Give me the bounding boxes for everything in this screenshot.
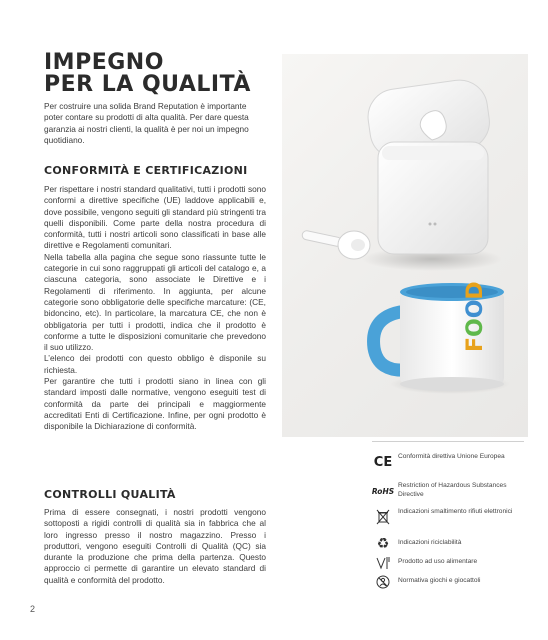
legend-item-rohs	[372, 482, 532, 506]
recycle-icon: ♻	[376, 536, 390, 552]
page-number: 2	[30, 604, 36, 614]
mug-print-text: FOOD	[463, 281, 488, 352]
not-for-children-icon	[372, 573, 394, 591]
earbuds-and-mug-illustration	[282, 54, 528, 437]
conformity-paragraph: Per rispettare i nostri standard qualitativi, tutti i prodotti sono conformi a direttive specifiche (UE) laddove applicabili e, dove possibile, vengono seguiti gli standard più stringenti tra quelli disponibili. Come parte della nostra procedura di conformità, tutti i nostri articoli sono classificati in base alle direttive e Regolamenti comunitari.	[44, 184, 266, 251]
legend-item-toys	[372, 573, 532, 597]
food-safe-icon	[372, 554, 394, 572]
legend-label: Indicazioni smaltimento rifiuti elettronici	[398, 508, 513, 515]
conformity-paragraph: L’elenco dei prodotti con questo obbligo è disponile su richiesta.	[44, 353, 266, 375]
quality-paragraph: Prima di essere consegnati, i nostri prodotti vengono sottoposti a rigidi controlli di qualità sia in fabbrica che al loro ingresso presso il nostro magazzino. Presso i produttori, vengono eseguiti Controlli di Qualità (QC) sia durante la produzione che prima della partenza. Questo approccio ci permette di garantire un elevato standard di qualità e conformità del prodotto.	[44, 507, 266, 585]
product-photo	[282, 54, 528, 437]
conformity-body	[44, 184, 266, 433]
legend-label: Normativa giochi e giocattoli	[398, 577, 481, 584]
legend-item-weee	[372, 508, 532, 532]
loose-earbud	[301, 230, 370, 259]
intro-paragraph: Per costruire una solida Brand Reputation è importante poter contare su prodotti di alta qualità. Per dare questa garanzia ai nostri clienti, la qualità è per noi un impegno quotidiano.	[44, 101, 249, 145]
legend-label: Indicazioni riciclabilità	[398, 539, 462, 546]
legend-divider	[372, 441, 524, 442]
title-line-1: IMPEGNO	[44, 50, 164, 75]
rohs-icon: RoHS	[371, 486, 395, 496]
quality-body	[44, 507, 266, 586]
legend-item-ce	[372, 453, 532, 477]
mug-print	[463, 281, 488, 352]
legend-label: Prodotto ad uso alimentare	[398, 558, 478, 565]
legend-label: Restriction of Hazardous Substances Directive	[398, 482, 507, 498]
crossed-bin-icon	[372, 508, 394, 526]
ce-mark-icon: CE	[373, 454, 393, 470]
page-title	[44, 52, 274, 96]
conformity-heading: CONFORMITÀ E CERTIFICAZIONI	[44, 164, 248, 177]
quality-heading: CONTROLLI QUALITÀ	[44, 488, 176, 501]
conformity-paragraph: Nella tabella alla pagina che segue sono riassunte tutte le categorie in cui sono raggruppati gli articoli del catalogo e, a ciascuna categoria, sono associate le Direttive e i Regolamenti di riferimento. In aggiunta, per alcune categorie sono obbligatorie delle specifiche marcature: (CE, bidoncino, etc). In particolare, la marcatura CE, che non è obbligatoria per tutti i prodotti, indica che il prodotto è conforme a tutte le disposizioni comunitarie che prevedono il suo utilizzo.	[44, 251, 266, 353]
conformity-paragraph: Per garantire che tutti i prodotti siano in linea con gli standard imposti dalle normative, vengono eseguiti test di conformità da parte dei principali e maggiormente accreditati Enti di Certificazione. Infine, per ogni prodotto è disponibile la Dichiarazione di conformità.	[44, 376, 266, 432]
legend-label: Conformità direttiva Unione Europea	[398, 453, 505, 460]
title-line-2: PER LA QUALITÀ	[44, 72, 251, 97]
